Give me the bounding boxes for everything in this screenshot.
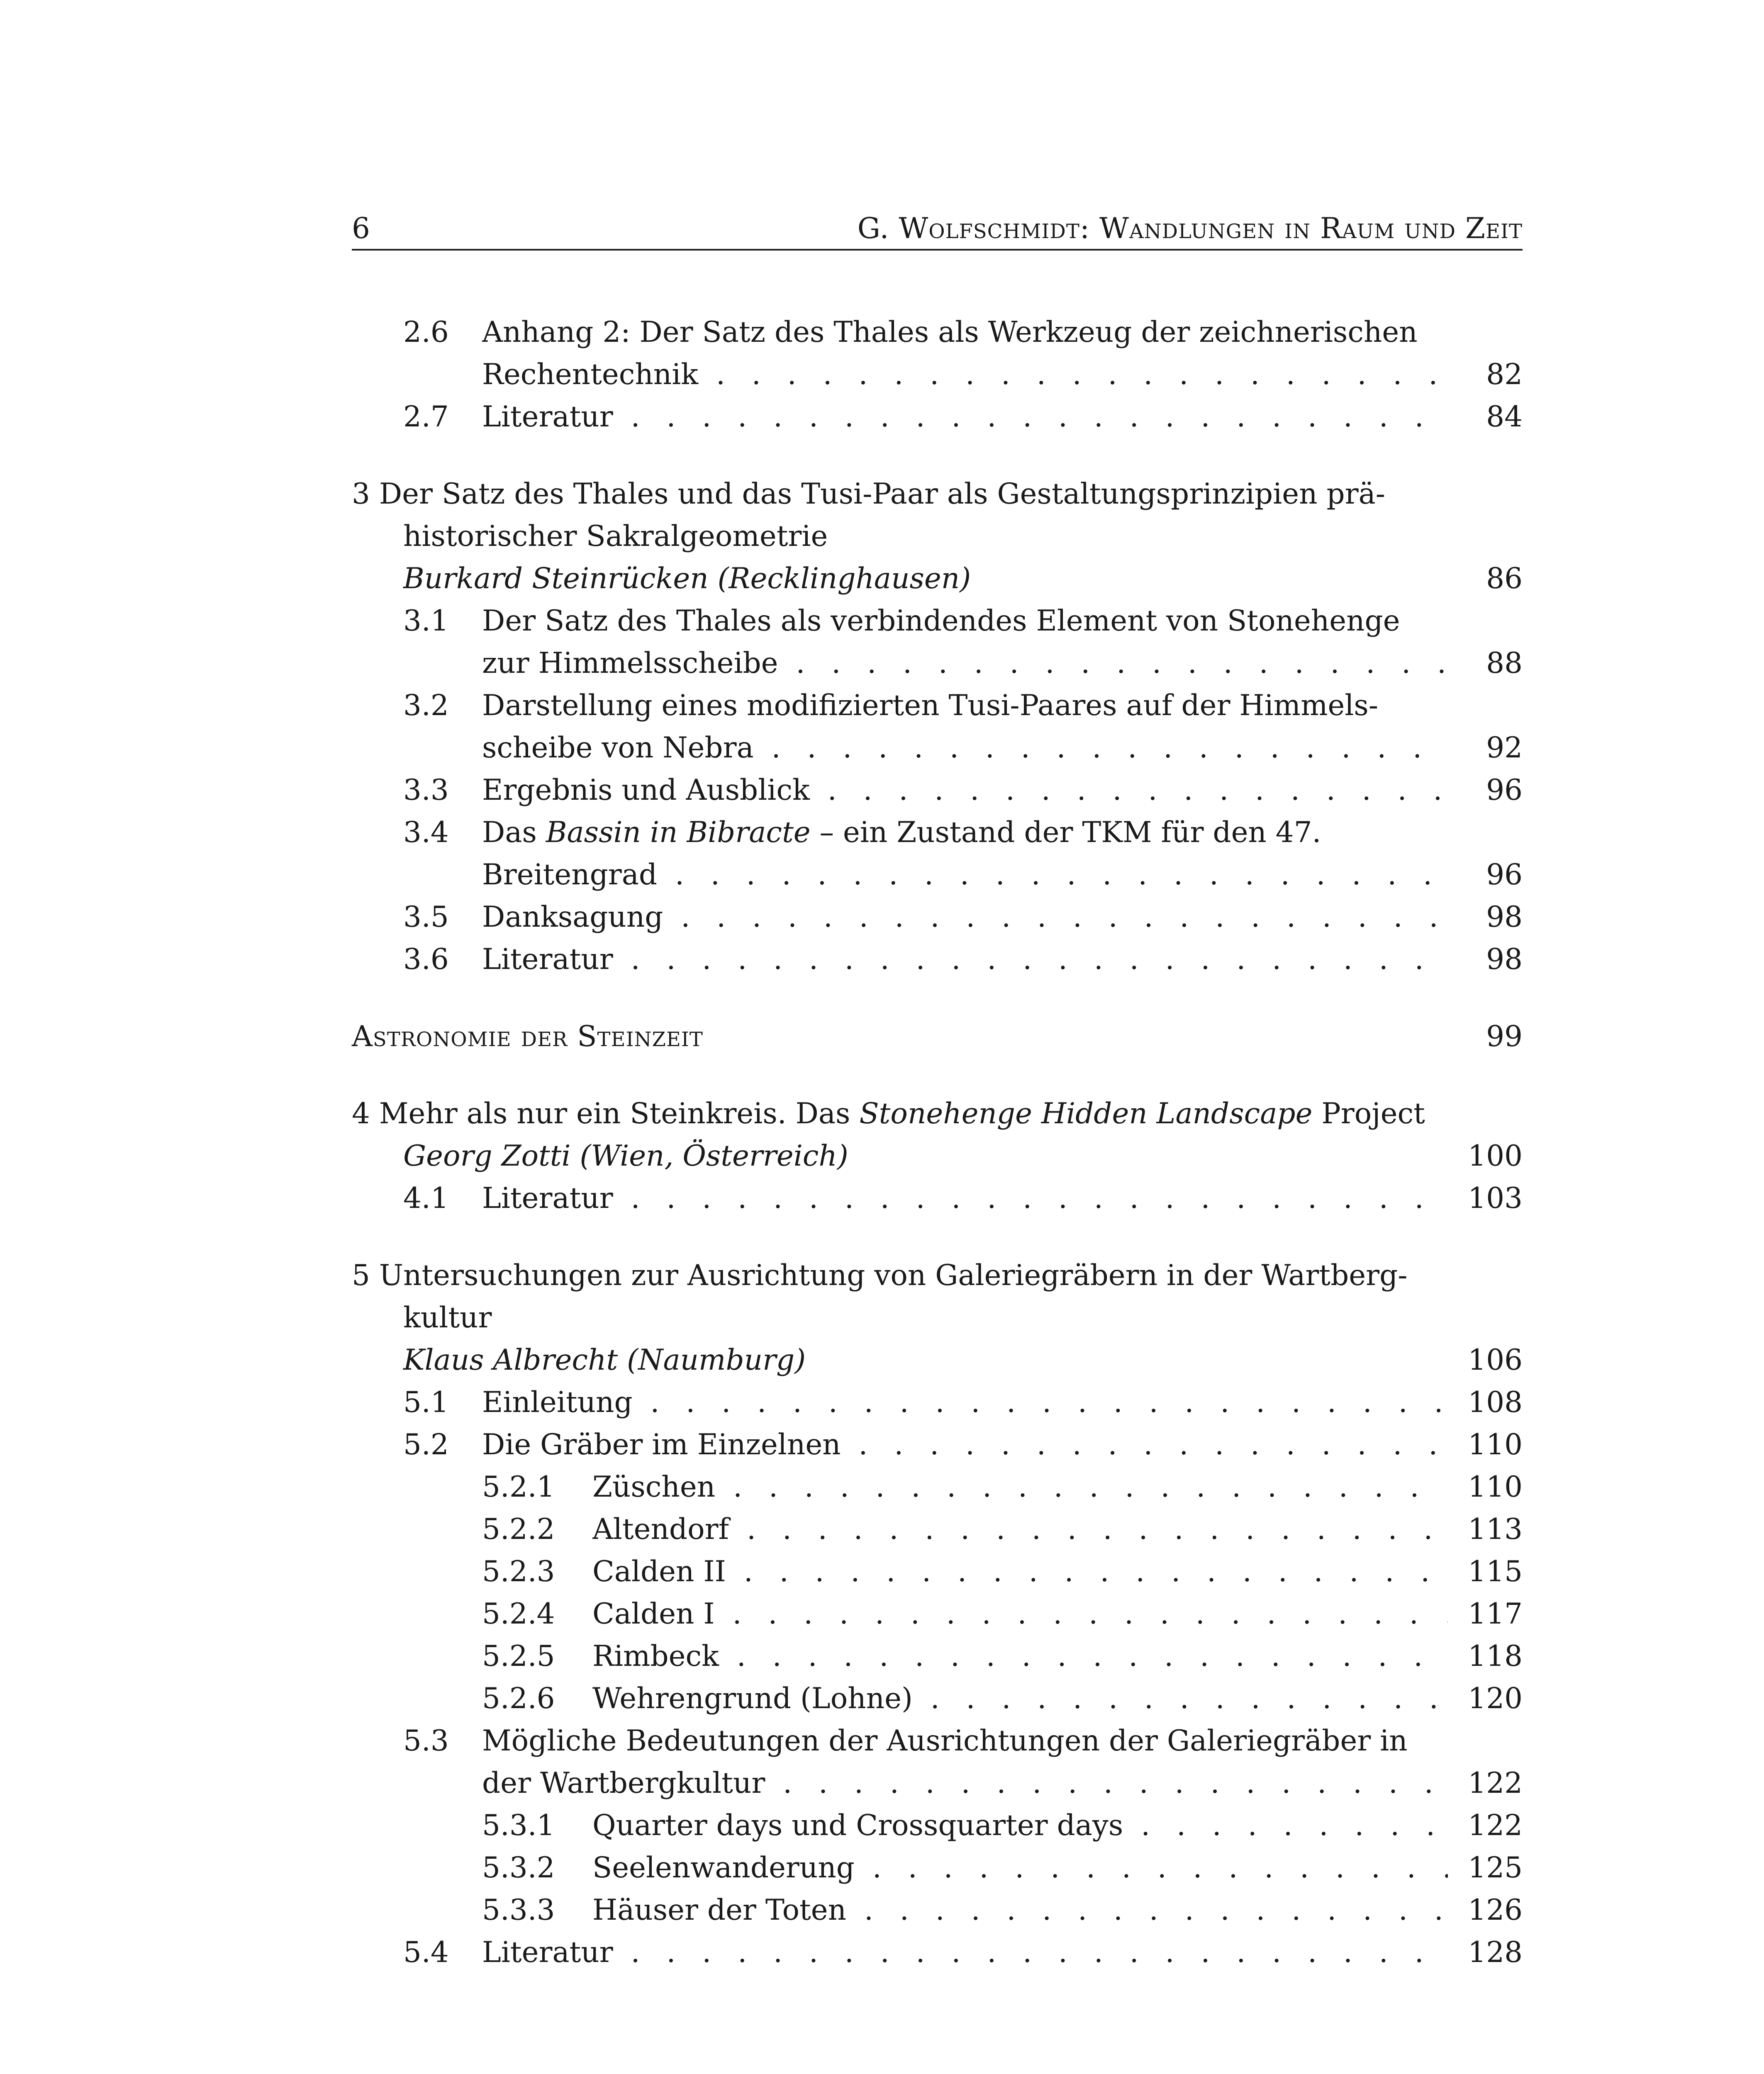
toc-spacer xyxy=(352,1220,1523,1254)
toc-section-number: 5.3 xyxy=(403,1724,449,1758)
toc-page-number: 110 xyxy=(1468,1470,1523,1504)
toc-page-number: 108 xyxy=(1468,1386,1523,1419)
toc-chapter-3-author xyxy=(352,557,1523,600)
page-number: 6 xyxy=(352,212,370,245)
toc-subsection-title: Häuser der Toten . . . xyxy=(592,1889,1448,1931)
toc-chapter-5-title xyxy=(352,1254,1523,1297)
toc-page-number: 106 xyxy=(1468,1344,1523,1377)
toc-page-number: 117 xyxy=(1468,1597,1523,1631)
toc-entry-5-4 xyxy=(352,1931,1523,1974)
toc-subsection-number: 5.2.1 xyxy=(482,1470,555,1504)
toc-subsection-number: 5.2.4 xyxy=(482,1597,555,1631)
toc-section-title: Die Gräber im Einzelnen . . . xyxy=(482,1424,1448,1466)
toc-chapter-5-title-cont xyxy=(352,1297,1523,1339)
toc-page-number: 96 xyxy=(1486,774,1523,807)
toc-subsection-title: Calden I . . . xyxy=(592,1593,1448,1635)
toc-page-number: 118 xyxy=(1468,1640,1523,1673)
toc-entry-5-3-1 xyxy=(352,1804,1523,1847)
toc-section-number: 3.2 xyxy=(403,689,449,722)
toc-entry-5-1 xyxy=(352,1381,1523,1424)
toc-author: Klaus Albrecht (Naumburg) xyxy=(403,1344,806,1377)
toc-section-title: Mögliche Bedeutungen der Ausrichtungen der Galeriegräber in xyxy=(482,1724,1408,1758)
toc-section-number: 5.4 xyxy=(403,1936,449,1969)
toc-page-number: 84 xyxy=(1486,400,1523,433)
toc-page-number: 96 xyxy=(1486,858,1523,891)
toc-entry-2-6 xyxy=(352,311,1523,353)
toc-page-number: 82 xyxy=(1486,358,1523,391)
toc-entry-5-3-cont xyxy=(352,1762,1523,1804)
toc-entry-5-3-3 xyxy=(352,1889,1523,1931)
toc-subsection-number: 5.2.6 xyxy=(482,1682,555,1715)
table-of-contents xyxy=(352,311,1523,1974)
toc-page-number: 122 xyxy=(1468,1809,1523,1842)
toc-section-title: der Wartbergkultur . . . xyxy=(482,1762,1448,1804)
toc-entry-5-3 xyxy=(352,1720,1523,1762)
toc-subsection-number: 5.2.3 xyxy=(482,1555,555,1588)
toc-entry-5-3-2 xyxy=(352,1847,1523,1889)
toc-section-number: 3.5 xyxy=(403,901,449,934)
toc-chapter-title: 4 Mehr als nur ein Steinkreis. Das Stonehenge Hidden Landscape Project xyxy=(352,1097,1425,1130)
toc-section-number: 5.2 xyxy=(403,1428,449,1461)
running-title: G. Wolfschmidt: Wandlungen in Raum und Zeit xyxy=(857,212,1523,245)
toc-subsection-number: 5.3.3 xyxy=(482,1894,555,1927)
toc-entry-3-1 xyxy=(352,600,1523,642)
toc-section-title: Danksagung . . . xyxy=(482,896,1448,938)
toc-section-title: Das Bassin in Bibracte – ein Zustand der TKM für den 47. xyxy=(482,816,1321,849)
toc-section-number: 2.7 xyxy=(403,400,449,433)
toc-spacer xyxy=(352,1058,1523,1093)
toc-section-title: Literatur . . . xyxy=(482,1931,1448,1974)
toc-section-title: Einleitung . . . xyxy=(482,1381,1448,1424)
toc-chapter-3-title xyxy=(352,473,1523,515)
document-page xyxy=(352,0,1523,2074)
toc-entry-5-2-3 xyxy=(352,1551,1523,1593)
toc-section-title: Der Satz des Thales als verbindendes Element von Stonehenge xyxy=(482,604,1400,638)
toc-entry-5-2 xyxy=(352,1424,1523,1466)
toc-subsection-title: Rimbeck . . . xyxy=(592,1635,1448,1677)
toc-page-number: 86 xyxy=(1486,562,1523,595)
toc-page-number: 103 xyxy=(1468,1182,1523,1215)
toc-entry-3-1-cont xyxy=(352,642,1523,684)
toc-section-number: 5.1 xyxy=(403,1386,449,1419)
toc-entry-3-2-cont xyxy=(352,727,1523,769)
toc-entry-5-2-2 xyxy=(352,1508,1523,1551)
toc-entry-4-1 xyxy=(352,1177,1523,1220)
toc-entry-3-4 xyxy=(352,811,1523,854)
toc-page-number: 113 xyxy=(1468,1513,1523,1546)
toc-spacer xyxy=(352,438,1523,473)
toc-page-number: 128 xyxy=(1468,1936,1523,1969)
toc-page-number: 125 xyxy=(1468,1851,1523,1884)
toc-page-number: 110 xyxy=(1468,1428,1523,1461)
toc-section-number: 4.1 xyxy=(403,1182,449,1215)
toc-subsection-title: Calden II . . . xyxy=(592,1551,1448,1593)
toc-page-number: 120 xyxy=(1468,1682,1523,1715)
toc-entry-5-2-5 xyxy=(352,1635,1523,1677)
toc-chapter-title: kultur xyxy=(403,1301,492,1334)
toc-page-number: 99 xyxy=(1486,1020,1523,1053)
toc-entry-3-2 xyxy=(352,684,1523,727)
toc-chapter-4-title xyxy=(352,1093,1523,1135)
toc-page-number: 98 xyxy=(1486,943,1523,976)
toc-section-number: 3.6 xyxy=(403,943,449,976)
toc-entry-3-5 xyxy=(352,896,1523,938)
toc-spacer xyxy=(352,981,1523,1015)
toc-subsection-number: 5.3.2 xyxy=(482,1851,555,1884)
toc-chapter-3-title-cont xyxy=(352,515,1523,557)
toc-entry-3-3 xyxy=(352,769,1523,811)
toc-subsection-title: Seelenwanderung . . . xyxy=(592,1847,1448,1889)
toc-section-title: Literatur . . . xyxy=(482,396,1448,438)
toc-page-number: 100 xyxy=(1468,1139,1523,1173)
toc-entry-3-6 xyxy=(352,938,1523,981)
toc-page-number: 126 xyxy=(1468,1894,1523,1927)
toc-entry-2-7 xyxy=(352,396,1523,438)
toc-part-title: Astronomie der Steinzeit xyxy=(352,1020,703,1053)
toc-page-number: 98 xyxy=(1486,901,1523,934)
toc-subsection-number: 5.2.5 xyxy=(482,1640,555,1673)
toc-section-title: Ergebnis und Ausblick . . . xyxy=(482,769,1448,811)
toc-section-number: 3.4 xyxy=(403,816,449,849)
toc-chapter-title: 3 Der Satz des Thales und das Tusi-Paar als Gestaltungsprinzipien prä- xyxy=(352,477,1386,511)
toc-section-number: 3.1 xyxy=(403,604,449,638)
toc-section-title: Breitengrad . . . xyxy=(482,854,1448,896)
toc-entry-5-2-1 xyxy=(352,1466,1523,1508)
toc-page-number: 115 xyxy=(1468,1555,1523,1588)
toc-entry-5-2-6 xyxy=(352,1677,1523,1720)
toc-author: Georg Zotti (Wien, Österreich) xyxy=(403,1139,848,1173)
toc-chapter-title: 5 Untersuchungen zur Ausrichtung von Galeriegräbern in der Wartberg- xyxy=(352,1259,1408,1292)
toc-subsection-title: Altendorf . . . xyxy=(592,1508,1448,1551)
toc-page-number: 92 xyxy=(1486,731,1523,764)
toc-entry-2-6-cont xyxy=(352,353,1523,396)
toc-section-title: zur Himmelsscheibe . . . xyxy=(482,642,1448,684)
toc-subsection-number: 5.3.1 xyxy=(482,1809,555,1842)
toc-section-number: 3.3 xyxy=(403,774,449,807)
toc-section-title: Literatur . . . xyxy=(482,1177,1448,1220)
toc-section-number: 2.6 xyxy=(403,316,449,349)
toc-subsection-title: Quarter days und Crossquarter days . . . xyxy=(592,1804,1448,1847)
toc-section-title: Literatur . . . xyxy=(482,938,1448,981)
toc-entry-3-4-cont xyxy=(352,854,1523,896)
page-header xyxy=(352,207,1523,251)
toc-part-heading xyxy=(352,1015,1523,1058)
toc-page-number: 122 xyxy=(1468,1767,1523,1800)
toc-author: Burkard Steinrücken (Recklinghausen) xyxy=(403,562,971,595)
toc-chapter-title: historischer Sakralgeometrie xyxy=(403,520,828,553)
toc-subsection-title: Züschen . . . xyxy=(592,1466,1448,1508)
toc-chapter-4-author xyxy=(352,1135,1523,1177)
toc-entry-5-2-4 xyxy=(352,1593,1523,1635)
toc-subsection-title: Wehrengrund (Lohne) . . . xyxy=(592,1677,1448,1720)
toc-section-title: scheibe von Nebra . . . xyxy=(482,727,1448,769)
toc-page-number: 88 xyxy=(1486,647,1523,680)
toc-section-title: Darstellung eines modifizierten Tusi-Paares auf der Himmels- xyxy=(482,689,1379,722)
toc-subsection-number: 5.2.2 xyxy=(482,1513,555,1546)
toc-section-title: Anhang 2: Der Satz des Thales als Werkzeug der zeichnerischen xyxy=(482,316,1418,349)
toc-section-title: Rechentechnik . . . xyxy=(482,353,1448,396)
toc-chapter-5-author xyxy=(352,1339,1523,1381)
